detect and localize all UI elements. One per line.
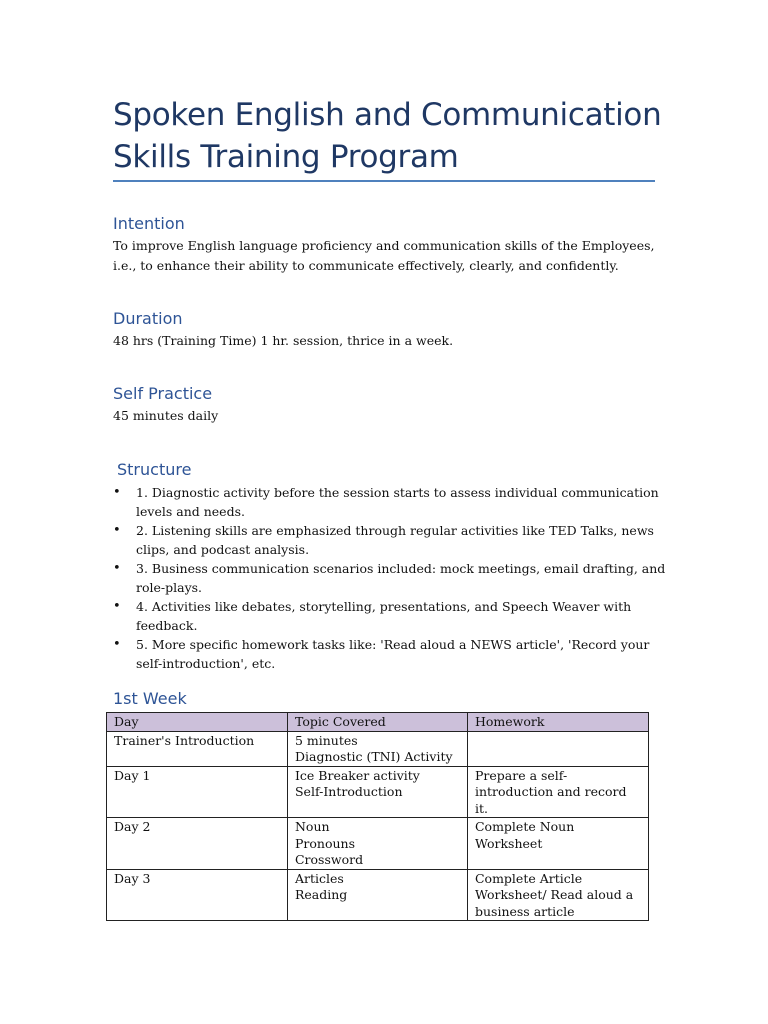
cell-homework: Complete Noun Worksheet [467, 818, 648, 870]
list-item-text: 5. More specific homework tasks like: 'Read aloud a NEWS article', 'Record your self-introduction', etc. [136, 637, 650, 671]
table-row [107, 766, 649, 818]
bullet-icon: • [113, 599, 121, 614]
duration-heading: Duration [113, 309, 183, 328]
column-header-homework: Homework [467, 713, 648, 732]
week-1-schedule-table [106, 712, 649, 921]
cell-day: Day 3 [107, 869, 288, 921]
topic-item: Pronouns [294, 835, 355, 851]
cell-homework: Prepare a self-introduction and record it. [467, 766, 648, 818]
title-line-2: Skills Training Program [113, 139, 459, 175]
topic-item: Reading [294, 887, 348, 902]
list-item-text: 4. Activities like debates, storytelling, presentations, and Speech Weaver with feedback. [136, 599, 632, 633]
list-item-text: 3. Business communication scenarios included: mock meetings, email drafting, and role-plays. [136, 561, 666, 595]
list-item [113, 635, 673, 673]
intention-text: To improve English language proficiency and communication skills of the Employees, i.e., to enhance their ability to communicate effectively, clearly, and confidently. [113, 238, 655, 273]
cell-day: Day 1 [107, 766, 288, 818]
bullet-icon: • [113, 485, 121, 500]
list-item [113, 559, 673, 597]
cell-topics [287, 731, 467, 766]
title-line-1: Spoken English and Communication [113, 97, 662, 133]
topic-item: Noun [294, 819, 330, 834]
intention-heading: Intention [113, 214, 185, 233]
title-underline [113, 180, 655, 182]
list-item-text: 2. Listening skills are emphasized through regular activities like TED Talks, news clips, and podcast analysis. [136, 523, 654, 557]
self-practice-text: 45 minutes daily [113, 408, 219, 423]
column-header-topic: Topic Covered [287, 713, 467, 732]
cell-topics [287, 869, 467, 921]
duration-text: 48 hrs (Training Time) 1 hr. session, thrice in a week. [113, 333, 454, 348]
document-title [113, 94, 673, 178]
table-row [107, 869, 649, 921]
column-header-day: Day [107, 713, 288, 732]
bullet-icon: • [113, 523, 121, 538]
list-item-text: 1. Diagnostic activity before the session starts to assess individual communication levels and needs. [136, 485, 659, 519]
topic-item: 5 minutes [294, 732, 358, 748]
week-1-heading: 1st Week [113, 689, 187, 708]
cell-homework: Complete Article Worksheet/ Read aloud a business article [467, 869, 648, 921]
cell-day: Day 2 [107, 818, 288, 870]
structure-heading: Structure [117, 460, 192, 479]
topic-item: Articles [294, 870, 344, 886]
topic-item: Diagnostic (TNI) Activity [294, 749, 453, 764]
list-item [113, 597, 673, 635]
cell-day: Trainer's Introduction [107, 731, 288, 766]
cell-topics [287, 766, 467, 818]
list-item [113, 521, 673, 559]
cell-topics [287, 818, 467, 870]
table-header-row [107, 713, 649, 732]
topic-item: Crossword [294, 852, 364, 867]
table-row [107, 731, 649, 766]
table-row [107, 818, 649, 870]
topic-item: Self-Introduction [294, 784, 403, 799]
structure-list [113, 483, 673, 673]
list-item [113, 483, 673, 521]
bullet-icon: • [113, 561, 121, 576]
cell-homework [467, 731, 648, 766]
bullet-icon: • [113, 637, 121, 652]
topic-item: Ice Breaker activity [294, 767, 420, 783]
self-practice-heading: Self Practice [113, 384, 213, 403]
